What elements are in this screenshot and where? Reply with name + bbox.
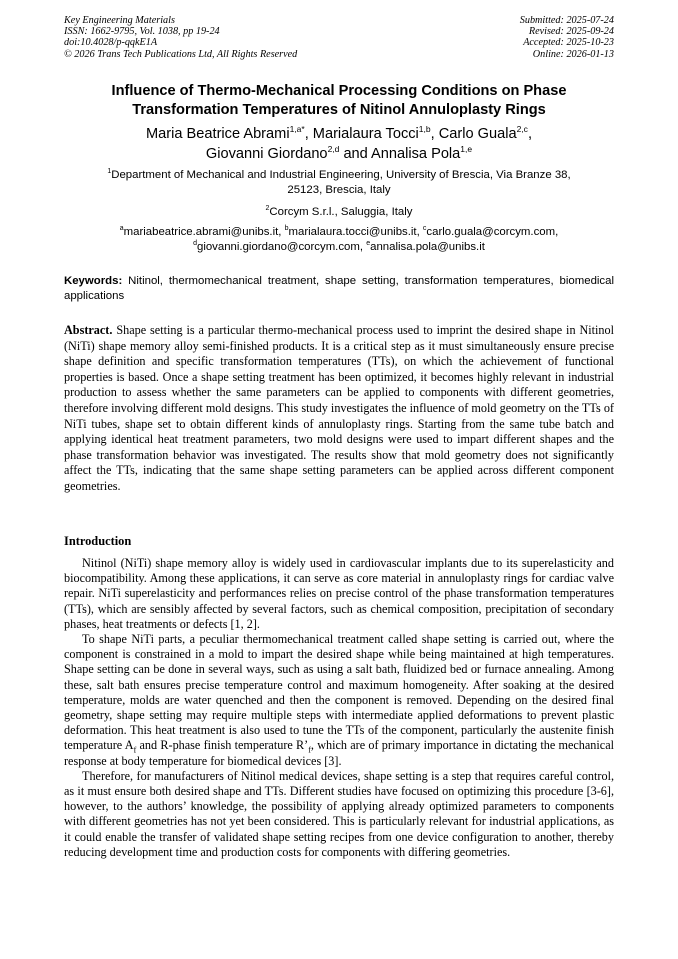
doi-line[interactable]: doi:10.4028/p-qqkE1A xyxy=(64,37,158,49)
introduction-heading: Introduction xyxy=(64,534,132,548)
email-sup: e xyxy=(366,240,371,248)
author-sup: 2,c xyxy=(516,124,528,135)
journal-header-right xyxy=(414,15,614,60)
author-line-1 xyxy=(64,124,614,144)
submitted-date: Submitted: 2025-07-24 xyxy=(519,15,614,26)
intro-p2-part-b: and R-phase finish temperature R’ xyxy=(136,738,309,753)
author-name: Marialaura Tocci xyxy=(312,126,419,142)
intro-paragraph-3: Therefore, for manufacturers of Nitinol medical devices, shape setting is a step that requires careful control, as it must ensure both desired shape and TTs. Different studies have focused on optimizing this procedure [3-6], however, to the authors’ knowledge, the possibility of applying already optimized parameters to components with different geometries has not yet been considered. This is particularly relevant for industrial applications, as it could enable the transfer of validated shape setting recipes from one device configuration to another, thereby reducing development time and production costs for components with differing geometries. xyxy=(64,768,614,859)
journal-header-left xyxy=(64,15,364,60)
author-sep: , xyxy=(527,126,532,142)
author-sup: 2,d xyxy=(327,144,340,155)
keywords-label: Keywords: xyxy=(64,275,123,287)
email-sup: a xyxy=(119,225,124,233)
author-list xyxy=(64,124,614,164)
author-sup: 1,a* xyxy=(289,124,305,135)
author-name: Maria Beatrice Abrami xyxy=(146,126,290,142)
affiliation-sup: 2 xyxy=(265,205,270,213)
abstract-section xyxy=(64,323,614,495)
email-link[interactable]: giovanni.giordano@corcym.com, xyxy=(196,241,367,253)
author-name: Carlo Guala xyxy=(438,126,517,142)
subscript-f: f xyxy=(308,745,311,755)
abstract-text: Shape setting is a particular thermo-mechanical process used to imprint the desired shape in Nitinol (NiTi) shape memory alloy semi-finished products. It is a critical step as it must simultaneously ensure precise shape definition and specific transformation temperatures (TTs), on which the achievement of functional properties is based. Once a shape setting treatment has been optimized, it becomes highly relevant in industrial production to assess whether the same parameters can be applied to components with different geometries, therefore involving different mold designs. This study investigates the influence of mold geometry on the TTs of NiTi tubes, shape set to obtain different kinds of annuloplasty rings. Starting from the same tube batch and applying identical heat treatment parameters, two mold designs were used to impart different shapes and the phase transformation behavior was investigated. The results show that mold geometry does not significantly affect the TTs, indicating that the same shape setting parameters can be applied across different component geometries. xyxy=(64,323,615,493)
intro-p2-part-c: , which are of primary importance in dictating the mechanical response at body temperature for biomedical devices [3]. xyxy=(64,738,614,768)
email-sup: b xyxy=(284,225,289,233)
intro-p2-part-a: To shape NiTi parts, a peculiar thermomechanical treatment called shape setting is carried out, where the component is constrained in a mold to impart the desired shape while being maintained at high temperatures. Shape setting can be done in several ways, such as using a salt bath, fluidized bed or furnace annealing. Among these, salt bath ensures precise temperature control and maximum homogeneity. After soaking at the desired temperature, molds are water quenched and then the component is removed. Depending on the desired final geometry, shape setting may require multiple steps with intermediate applied deformations to prevent plastic deformation. This heat treatment is also used to tune the TTs of the component, particularly the austenite finish temperature A xyxy=(64,632,614,753)
title-line-2: Transformation Temperatures of Nitinol Annuloplasty Rings xyxy=(132,102,546,118)
affiliation-text: Department of Mechanical and Industrial Engineering, University of Brescia, Via Branze 38, xyxy=(111,169,571,181)
affiliation-2 xyxy=(64,205,614,220)
affiliation-1 xyxy=(64,168,614,198)
abstract-label: Abstract. xyxy=(64,323,113,337)
author-sep: , xyxy=(304,126,313,142)
affiliation-sup: 1 xyxy=(107,168,112,176)
email-link[interactable]: annalisa.pola@unibs.it xyxy=(370,241,485,253)
keywords-section xyxy=(64,274,614,304)
email-link[interactable]: mariabeatrice.abrami@unibs.it, xyxy=(123,226,285,238)
email-list xyxy=(64,225,614,255)
online-date: Online: 2026-01-13 xyxy=(532,48,614,60)
author-name: Giovanni Giordano xyxy=(205,146,328,162)
journal-name: Key Engineering Materials xyxy=(64,15,175,26)
author-name: Annalisa Pola xyxy=(371,146,461,162)
email-link[interactable]: carlo.guala@corcym.com, xyxy=(426,226,559,238)
email-sup: d xyxy=(193,240,197,248)
email-sup: c xyxy=(422,225,427,233)
copyright-line: © 2026 Trans Tech Publications Ltd, All Rights Reserved xyxy=(64,48,298,60)
title-line-1: Influence of Thermo-Mechanical Processing Conditions on Phase xyxy=(111,83,567,99)
author-sup: 1,e xyxy=(460,144,473,155)
issn-line: ISSN: 1662-9795, Vol. 1038, pp 19-24 xyxy=(64,26,220,38)
intro-paragraph-1: Nitinol (NiTi) shape memory alloy is widely used in cardiovascular implants due to its superelasticity and biocompatibility. Among these applications, it can serve as core material in annuloplasty rings for cardiac valve repair. NiTi superelasticity and performances relies on precise control of the phase transformation temperatures (TTs), which are sensibly affected by several factors, such as chemical composition, precipitation of secondary phases, heat treatments or defects [1, 2]. xyxy=(64,556,614,631)
revised-date: Revised: 2025-09-24 xyxy=(528,26,614,38)
author-sup: 1,b xyxy=(418,124,431,135)
accepted-date: Accepted: 2025-10-23 xyxy=(523,37,614,49)
affiliation-text: Corcym S.r.l., Saluggia, Italy xyxy=(269,206,413,218)
affiliation-text: 25123, Brescia, Italy xyxy=(287,184,391,196)
email-link[interactable]: marialaura.tocci@unibs.it, xyxy=(288,226,423,238)
intro-paragraph-2 xyxy=(64,632,614,769)
keywords-text: Nitinol, thermomechanical treatment, shape setting, transformation temperatures, biomedical applications xyxy=(64,275,614,302)
paper-title xyxy=(64,82,614,120)
author-sep: , xyxy=(430,126,439,142)
subscript-f: f xyxy=(133,745,137,755)
author-sep: and xyxy=(339,146,372,162)
introduction-body xyxy=(64,556,614,860)
author-line-2 xyxy=(64,144,614,164)
